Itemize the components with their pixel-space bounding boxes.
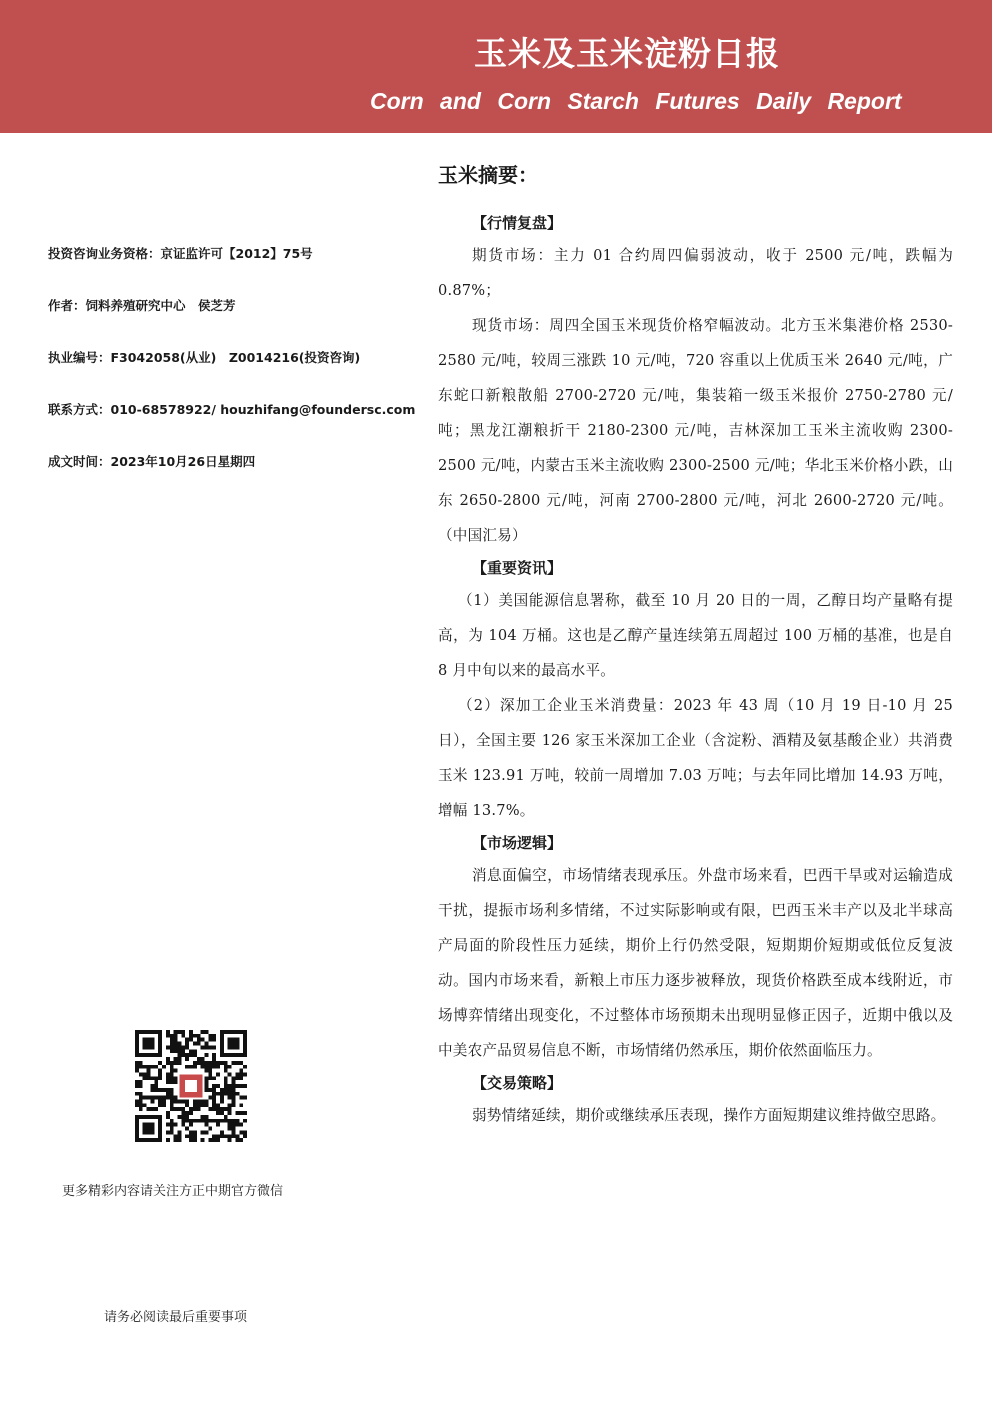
section-market-logic	[438, 828, 953, 1068]
section-heading: 【重要资讯】	[472, 559, 563, 577]
summary-column	[438, 160, 953, 1133]
report-header	[0, 0, 992, 133]
contact: 联系方式：010-68578922/ houzhifang@foundersc.com	[48, 402, 416, 417]
qr-code-icon[interactable]	[135, 1030, 247, 1142]
section-market-review	[438, 208, 953, 553]
report-title-en: Corn and Corn Starch Futures Daily Report	[370, 88, 902, 114]
author-info	[48, 244, 428, 504]
summary-title: 玉米摘要：	[438, 163, 538, 187]
section-trading-strategy	[438, 1068, 953, 1133]
qualification: 投资咨询业务资格：京证监许可【2012】75号	[48, 246, 313, 261]
paragraph-news-1: （1）美国能源信息署称，截至 10 月 20 日的一周，乙醇日均产量略有提高，为 104 万桶。这也是乙醇产量连续第五周超过 100 万桶的基准，也是自 8 月中旬以来的最高水平。	[438, 592, 953, 679]
footer-disclaimer-note: 请务必阅读最后重要事项	[104, 1310, 248, 1325]
report-date: 成文时间：2023年10月26日星期四	[48, 454, 256, 469]
section-heading: 【交易策略】	[472, 1074, 563, 1092]
section-heading: 【行情复盘】	[472, 214, 563, 232]
paragraph-news-2: （2）深加工企业玉米消费量：2023 年 43 周（10 月 19 日-10 月 25 日），全国主要 126 家玉米深加工企业（含淀粉、酒精及氨基酸企业）共消费玉米 123.91 万吨，较前一周增加 7.03 万吨；与去年同比增加 14.93 万吨，增幅 13.7%。	[438, 697, 953, 819]
paragraph-spot: 现货市场：周四全国玉米现货价格窄幅波动。北方玉米集港价格 2530-2580 元/吨，较周三涨跌 10 元/吨，720 容重以上优质玉米 2640 元/吨，广东蛇口新粮散船 2700-2720 元/吨，集装箱一级玉米报价 2750-2780 元/吨；黑龙江潮粮折干 2180-2300 元/吨，吉林深加工玉米主流收购 2300-2500 元/吨，内蒙古玉米主流收购 2300-2500 元/吨；华北玉米价格小跌，山东 2650-2800 元/吨，河南 2700-2800 元/吨，河北 2600-2720 元/吨。（中国汇易）	[438, 317, 953, 544]
author: 作者：饲料养殖研究中心 侯芝芳	[48, 298, 236, 313]
paragraph-strategy: 弱势情绪延续，期价或继续承压表现，操作方面短期建议维持做空思路。	[472, 1107, 946, 1124]
qr-caption: 更多精彩内容请关注方正中期官方微信	[62, 1184, 284, 1199]
paragraph-futures: 期货市场：主力 01 合约周四偏弱波动，收于 2500 元/吨，跌幅为 0.87%；	[438, 247, 953, 299]
section-heading: 【市场逻辑】	[472, 834, 563, 852]
paragraph-logic: 消息面偏空，市场情绪表现承压。外盘市场来看，巴西干旱或对运输造成干扰，提振市场利多情绪，不过实际影响或有限，巴西玉米丰产以及北半球高产局面的阶段性压力延续，期价上行仍然受限，短期期价短期或低位反复波动。国内市场来看，新粮上市压力逐步被释放，现货价格跌至成本线附近，市场博弈情绪出现变化，不过整体市场预期未出现明显修正因子，近期中俄以及中美农产品贸易信息不断，市场情绪仍然承压，期价依然面临压力。	[438, 867, 953, 1059]
license-number: 执业编号：F3042058(从业) Z0014216(投资咨询)	[48, 350, 361, 365]
section-important-news	[438, 553, 953, 828]
report-title-cn: 玉米及玉米淀粉日报	[474, 34, 780, 73]
